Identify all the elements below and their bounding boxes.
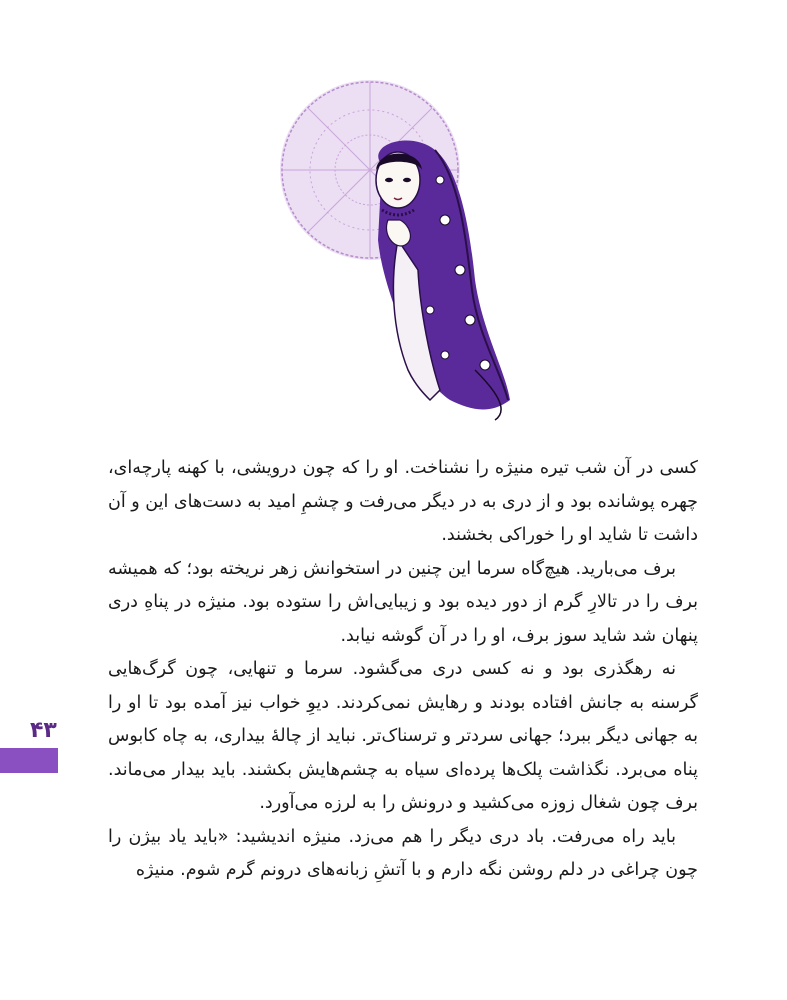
paragraph: باید راه می‌رفت. باد دری دیگر را هم می‌زد. منیژه اندیشید: «باید یاد بیژن را چون چراغی در دلم روشن نگه دارم و با آتشِ زبانه‌های درونم گرم شوم. منیژه bbox=[108, 826, 698, 880]
manizheh-illustration-icon bbox=[270, 70, 530, 430]
page-number: ۴۳ bbox=[30, 718, 57, 743]
paragraph: نه رهگذری بود و نه کسی دری می‌گشود. سرما و تنهایی، چون گرگ‌هایی گرسنه به جانش افتاده بودند و رهایش نمی‌کردند. دیوِ خواب نیز آمده بود تا او را به جهانی دیگر ببرد؛ جهانی سردتر و ترسناک‌تر. نباید از چالهٔ بیداری، به چاه کابوس پناه می‌برد. نگذاشت پلک‌ها پرده‌ای سیاه به چشم‌هایش بکشند. باید بیدار می‌ماند. برف چون شغال زوزه می‌کشید و درونش را به لرزه می‌آورد. bbox=[108, 659, 698, 813]
figure-icon bbox=[376, 141, 510, 420]
story-text bbox=[108, 452, 698, 888]
paragraph: کسی در آن شب تیره منیژه را نشناخت. او را که چون درویشی، با کهنه پارچه‌ای، چهره پوشانده بود و از دری به در دیگر می‌رفت و چشمِ امید به دست‌های این و آن داشت تا شاید او را خوراکی بخشند. bbox=[108, 458, 698, 545]
paragraph: برف می‌بارید. هیچ‌گاه سرما این چنین در استخوانش زهر نریخته بود؛ که همیشه برف را در تالارِ گرم از دور دیده بود و زیبایی‌اش را ستوده بود. منیژه در پناهِ دری پنهان شد شاید سوز برف، او را در آن گوشه نیابد. bbox=[108, 558, 698, 646]
page-tab-marker bbox=[0, 748, 58, 773]
